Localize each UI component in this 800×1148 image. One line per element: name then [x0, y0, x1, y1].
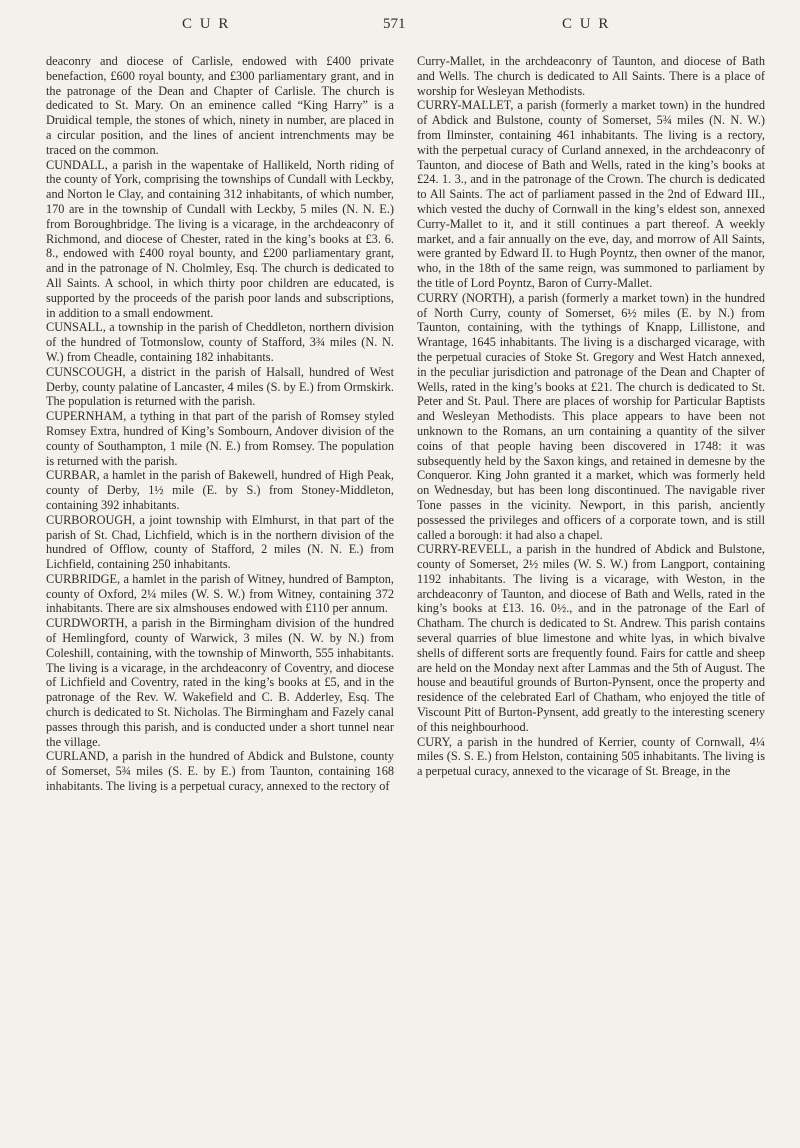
- entry-paragraph: CUPERNHAM, a tything in that part of the parish of Romsey styled Romsey Extra, hundred of King’s Sombourn, Andover division of the county of Southampton, 1 mile (N. E.) from Romsey. The population is returned with the parish.: [46, 409, 394, 468]
- entry-paragraph: CUNSCOUGH, a district in the parish of Halsall, hundred of West Derby, county palatine of Lancaster, 4 miles (S. by E.) from Ormskirk. The population is returned with the parish.: [46, 364, 394, 409]
- running-header: [0, 16, 800, 36]
- entry-paragraph: CURRY-REVELL, a parish in the hundred of Abdick and Bulstone, county of Somerset, 2½ miles (W. S. W.) from Langport, containing 1192 inhabitants. The living is a vicarage, with Weston, in the archdeaconry of Taunton, and diocese of Bath and Wells, rated in the king’s books at £13. 16. 0½., and in the patronage of the Earl of Chatham. The church is dedicated to St. Andrew. This parish contains several quarries of blue limestone and white lyas, in which bivalve shells of different sorts are frequently found. Fairs for cattle and sheep are held on the Monday next after Lammas and the 5th of August. The house and beautiful grounds of Burton-Pynsent, once the property and residence of the celebrated Earl of Chatham, who enjoyed the title of Viscount Pitt of Burton-Pynsent, add greatly to the interesting scenery of this neighbourhood.: [417, 542, 765, 734]
- entry-paragraph: Curry-Mallet, in the archdeaconry of Taunton, and diocese of Bath and Wells. The church is dedicated to All Saints. There is a place of worship for Wesleyan Methodists.: [417, 54, 765, 98]
- page-number: 571: [383, 16, 406, 32]
- entry-paragraph: CURRY-MALLET, a parish (formerly a market town) in the hundred of Abdick and Bulstone, county of Somerset, 5¾ miles (N. N. W.) from Ilminster, containing 461 inhabitants. The living is a rectory, with the perpetual curacy of Curland annexed, in the archdeaconry of Taunton, and diocese of Bath and Wells, rated in the king’s books at £24. 1. 3., and in the patronage of the Crown. The church is dedicated to All Saints. The act of parliament passed in the 2nd of Edward III., which vested the duchy of Cornwall in the king’s eldest son, annexed Curry-Mallet to it, and it still continues a part thereof. A weekly market, and a fair annually on the eve, day, and morrow of All Saints, were granted by Edward II. to Hugh Poyntz, then owner of the manor, who, in the 18th of the same reign, was summoned to parliament by the title of Lord Poyntz, Baron of Curry-Mallet.: [417, 98, 765, 290]
- entry-paragraph: CURBRIDGE, a hamlet in the parish of Witney, hundred of Bampton, county of Oxford, 2¼ miles (W. S. W.) from Witney, containing 372 inhabitants. There are six almshouses endowed with £110 per annum.: [46, 571, 394, 616]
- header-right: C U R: [562, 16, 611, 32]
- entry-paragraph: CURDWORTH, a parish in the Birmingham division of the hundred of Hemlingford, county of Warwick, 3 miles (N. W. by N.) from Coleshill, containing, with the township of Minworth, 555 inhabitants. The living is a vicarage, in the archdeaconry of Coventry, and diocese of Lichfield and Coventry, rated in the king’s books at £5, and in the patronage of the Rev. W. Wakefield and C. B. Adderley, Esq. The church is dedicated to St. Nicholas. The Birmingham and Fazely canal passes through this parish, and is conducted under a short tunnel near the village.: [46, 616, 394, 749]
- entry-paragraph: CURBOROUGH, a joint township with Elmhurst, in that part of the parish of St. Chad, Lichfield, which is in the northern division of the hundred of Offlow, county of Stafford, 2 miles (N. N. E.) from Lichfield, containing 250 inhabitants.: [46, 512, 394, 572]
- header-left: C U R: [182, 16, 231, 32]
- entry-paragraph: CURLAND, a parish in the hundred of Abdick and Bulstone, county of Somerset, 5¾ miles (S. E. by E.) from Taunton, containing 168 inhabitants. The living is a perpetual curacy, annexed to the rectory of: [46, 749, 394, 794]
- entry-paragraph: CUNSALL, a township in the parish of Cheddleton, northern division of the hundred of Totmonslow, county of Stafford, 3¾ miles (N. N. W.) from Cheadle, containing 182 inhabitants.: [46, 320, 394, 364]
- left-column: [46, 54, 394, 794]
- entry-paragraph: CURBAR, a hamlet in the parish of Bakewell, hundred of High Peak, county of Derby, 1½ mile (E. by S.) from Stoney-Middleton, containing 392 inhabitants.: [46, 468, 394, 512]
- entry-paragraph: CURRY (NORTH), a parish (formerly a market town) in the hundred of North Curry, county of Somerset, 6½ miles (E. by N.) from Taunton, containing, with the tythings of Knapp, Lillistone, and Wrantage, 1645 inhabitants. The living is a discharged vicarage, with the perpetual curacies of Stoke St. Gregory and West Hatch annexed, in the peculiar jurisdiction and patronage of the Dean and Chapter of Wells, rated in the king’s books at £21. The church is dedicated to St. Peter and St. Paul. There are places of worship for Particular Baptists and Wesleyan Methodists. This place appears to have been not unknown to the Romans, an urn containing a quantity of the silver coins of that people having been discovered in 1748: it was subsequently held by the Saxon kings, and retained in demesne by the Conqueror. King John granted it a market, which was formerly held on Wednesday, but has been long discontinued. The navigable river Tone passes in the vicinity. Newport, in this parish, anciently possessed the privileges and officers of a corporate town, and is still called a borough: it had also a chapel.: [417, 290, 765, 542]
- entry-paragraph: CUNDALL, a parish in the wapentake of Hallikeld, North riding of the county of York, comprising the townships of Cundall with Leckby, and Norton le Clay, and containing 312 inhabitants, of which number, 170 are in the township of Cundall with Leckby, 5 miles (N. N. E.) from Boroughbridge. The living is a vicarage, in the archdeaconry of Richmond, and diocese of Chester, rated in the king’s books at £3. 6. 8., endowed with £400 royal bounty, and £200 parliamentary grant, and in the patronage of N. Cholmley, Esq. The church is dedicated to All Saints. A school, in which thirty poor children are educated, is supported by the proceeds of the parish poor lands and subscriptions, in addition to a small endowment.: [46, 157, 394, 320]
- right-column: [417, 54, 765, 779]
- entry-paragraph: CURY, a parish in the hundred of Kerrier, county of Cornwall, 4¼ miles (S. S. E.) from Helston, containing 505 inhabitants. The living is a perpetual curacy, annexed to the vicarage of St. Breage, in the: [417, 734, 765, 779]
- entry-paragraph: deaconry and diocese of Carlisle, endowed with £400 private benefaction, £600 royal bounty, and £300 parliamentary grant, and in the patronage of the Dean and Chapter of Carlisle. The church is dedicated to St. Mary. On an eminence called “King Harry” is a Druidical temple, the stones of which, ninety in number, are placed in a circular position, and the lines of ancient intrenchments may be traced on the common.: [46, 54, 394, 157]
